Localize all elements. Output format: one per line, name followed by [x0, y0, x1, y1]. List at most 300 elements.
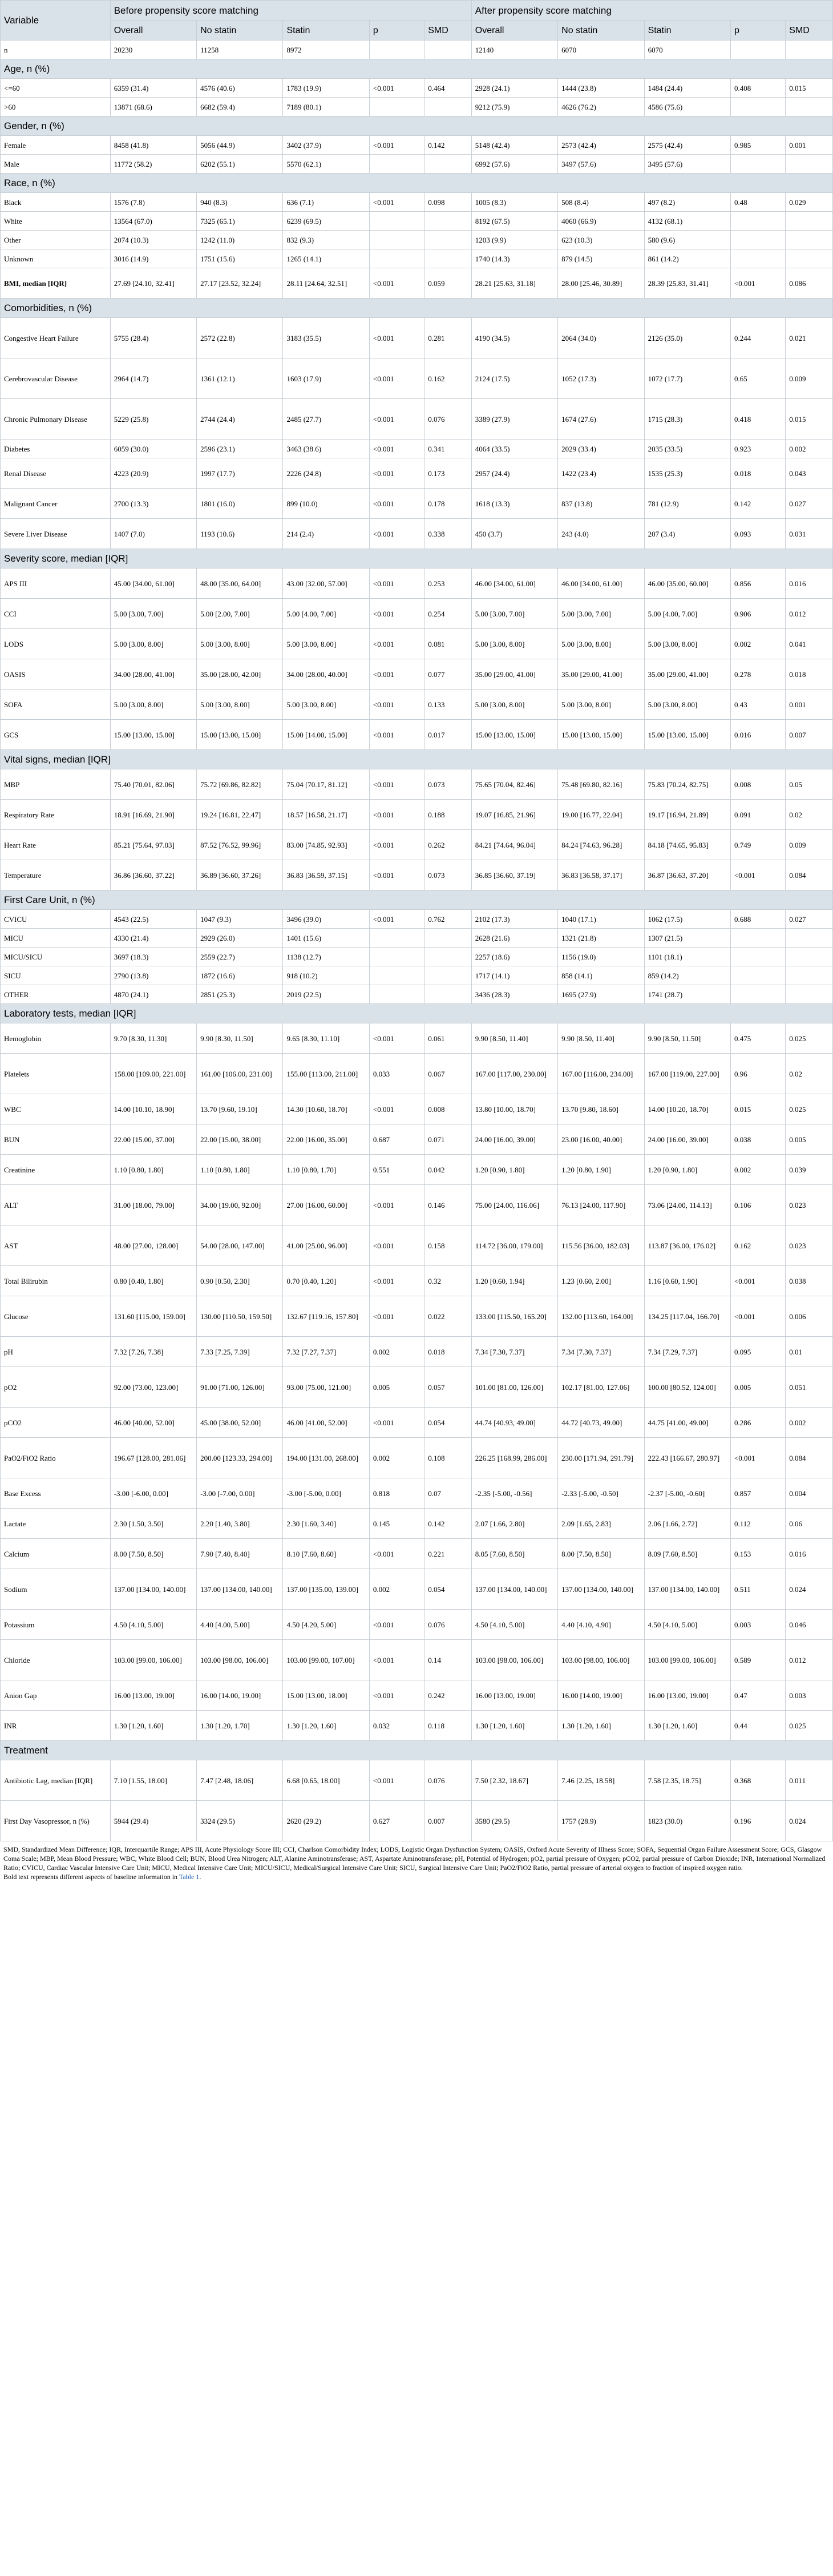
table-cell: 0.464 — [424, 79, 472, 98]
table-cell: <0.001 — [369, 720, 424, 750]
table-cell: 0.021 — [786, 318, 833, 358]
table-cell: 5570 (62.1) — [283, 155, 369, 174]
table-row — [1, 1711, 833, 1741]
table-cell: 5.00 [3.00, 8.00] — [283, 690, 369, 720]
table-cell: 1757 (28.9) — [558, 1801, 644, 1841]
table-cell — [730, 212, 785, 231]
table-cell: 1603 (17.9) — [283, 358, 369, 399]
section-title: Age, n (%) — [1, 59, 833, 79]
table-cell: 0.024 — [786, 1801, 833, 1841]
table-cell: 103.00 [98.00, 106.00] — [558, 1640, 644, 1680]
table-cell: 781 (12.9) — [644, 489, 730, 519]
table-cell — [424, 948, 472, 966]
table-cell: 0.039 — [786, 1155, 833, 1185]
table-cell: 6992 (57.6) — [471, 155, 557, 174]
table-cell: 0.061 — [424, 1023, 472, 1054]
table-cell — [424, 98, 472, 116]
table-cell: 75.48 [69.80, 82.16] — [558, 769, 644, 800]
table-cell: 11772 (58.2) — [110, 155, 196, 174]
table-cell: 84.24 [74.63, 96.28] — [558, 830, 644, 860]
table-row — [1, 1760, 833, 1801]
table-cell: 3495 (57.6) — [644, 155, 730, 174]
table-cell: 0.006 — [786, 1296, 833, 1337]
table-cell: 5.00 [3.00, 8.00] — [197, 690, 283, 720]
table-cell: 19.00 [16.77, 22.04] — [558, 800, 644, 830]
header-col-after-p: p — [730, 21, 785, 41]
table-cell: <0.001 — [369, 136, 424, 155]
table-cell: 861 (14.2) — [644, 249, 730, 268]
table-cell: 9.70 [8.30, 11.30] — [110, 1023, 196, 1054]
table-cell — [730, 155, 785, 174]
table-cell: 28.11 [24.64, 32.51] — [283, 268, 369, 299]
table-row — [1, 569, 833, 599]
table-cell: 0.022 — [424, 1296, 472, 1337]
table-cell: <0.001 — [369, 268, 424, 299]
table-cell: 2.09 [1.65, 2.83] — [558, 1509, 644, 1539]
table-cell: 36.89 [36.60, 37.26] — [197, 860, 283, 890]
section-title: First Care Unit, n (%) — [1, 890, 833, 910]
table-row — [1, 1023, 833, 1054]
table-cell: 0.001 — [786, 690, 833, 720]
table-cell — [424, 155, 472, 174]
table-cell — [369, 212, 424, 231]
table-cell: 22.00 [15.00, 37.00] — [110, 1124, 196, 1155]
row-label: Severe Liver Disease — [1, 519, 111, 549]
table-cell: 0.108 — [424, 1438, 472, 1478]
table-cell: 3580 (29.5) — [471, 1801, 557, 1841]
table-cell: 0.017 — [424, 720, 472, 750]
header-col-before-overall: Overall — [110, 21, 196, 41]
table-cell: 13871 (68.6) — [110, 98, 196, 116]
table-cell: 0.041 — [786, 629, 833, 659]
row-label: >60 — [1, 98, 111, 116]
table-cell: 0.025 — [786, 1094, 833, 1124]
table-cell: 2029 (33.4) — [558, 440, 644, 458]
table-cell: 1156 (19.0) — [558, 948, 644, 966]
table-cell: 879 (14.5) — [558, 249, 644, 268]
table-row — [1, 358, 833, 399]
table-cell: 0.818 — [369, 1478, 424, 1509]
table-cell: 1.16 [0.60, 1.90] — [644, 1266, 730, 1296]
table-row — [1, 193, 833, 212]
table-cell: 6070 — [644, 41, 730, 59]
table-cell: 0.054 — [424, 1569, 472, 1610]
table-cell — [730, 948, 785, 966]
table-row — [1, 231, 833, 249]
row-label: LODS — [1, 629, 111, 659]
table-row — [1, 249, 833, 268]
table-cell: 132.00 [113.60, 164.00] — [558, 1296, 644, 1337]
row-label: MBP — [1, 769, 111, 800]
table-cell: 0.511 — [730, 1569, 785, 1610]
table-cell: 158.00 [109.00, 221.00] — [110, 1054, 196, 1094]
section-title: Treatment — [1, 1741, 833, 1760]
table-cell: 44.74 [40.93, 49.00] — [471, 1408, 557, 1438]
table-cell: 0.906 — [730, 599, 785, 629]
table-cell: 130.00 [110.50, 159.50] — [197, 1296, 283, 1337]
table-cell — [786, 231, 833, 249]
table-cell: 2559 (22.7) — [197, 948, 283, 966]
table-cell: 0.095 — [730, 1337, 785, 1367]
table-cell: 1.30 [1.20, 1.60] — [558, 1711, 644, 1741]
table-cell: <0.001 — [369, 79, 424, 98]
table-cell: 4060 (66.9) — [558, 212, 644, 231]
table-cell: -3.00 [-6.00, 0.00] — [110, 1478, 196, 1509]
table-cell: 16.00 [14.00, 19.00] — [558, 1680, 644, 1711]
table-cell: 113.87 [36.00, 176.02] — [644, 1225, 730, 1266]
table-cell: 0.338 — [424, 519, 472, 549]
table-cell: <0.001 — [369, 1539, 424, 1569]
table-cell: 2019 (22.5) — [283, 985, 369, 1004]
table-cell: 0.254 — [424, 599, 472, 629]
table-cell: 1407 (7.0) — [110, 519, 196, 549]
table-cell: 1005 (8.3) — [471, 193, 557, 212]
table-row — [1, 1680, 833, 1711]
table-cell: 28.21 [25.63, 31.18] — [471, 268, 557, 299]
table-cell: 155.00 [113.00, 211.00] — [283, 1054, 369, 1094]
table-cell: 6239 (69.5) — [283, 212, 369, 231]
table-cell: 114.72 [36.00, 179.00] — [471, 1225, 557, 1266]
table-cell — [369, 966, 424, 985]
table-cell: 13.70 [9.80, 18.60] — [558, 1094, 644, 1124]
table-cell — [369, 985, 424, 1004]
table-row — [1, 98, 833, 116]
table-cell: <0.001 — [369, 1296, 424, 1337]
table-cell: 0.027 — [786, 910, 833, 929]
table-cell: 91.00 [71.00, 126.00] — [197, 1367, 283, 1408]
row-label: Black — [1, 193, 111, 212]
table-cell: 4586 (75.6) — [644, 98, 730, 116]
table-cell: 35.00 [29.00, 41.00] — [471, 659, 557, 690]
table-cell: 2.20 [1.40, 3.80] — [197, 1509, 283, 1539]
row-label: Total Bilirubin — [1, 1266, 111, 1296]
row-label: Lactate — [1, 1509, 111, 1539]
table-cell: <0.001 — [730, 268, 785, 299]
table-cell: 0.278 — [730, 659, 785, 690]
table-cell: 75.83 [70.24, 82.75] — [644, 769, 730, 800]
table-cell: 0.286 — [730, 1408, 785, 1438]
table-cell: 0.44 — [730, 1711, 785, 1741]
table-cell: 6.68 [0.65, 18.00] — [283, 1760, 369, 1801]
table-cell: 35.00 [29.00, 41.00] — [644, 659, 730, 690]
table-cell: 0.002 — [369, 1337, 424, 1367]
table-row — [1, 1478, 833, 1509]
table-cell: 2126 (35.0) — [644, 318, 730, 358]
table-cell: 0.031 — [786, 519, 833, 549]
table-row — [1, 79, 833, 98]
header-after-matching: After propensity score matching — [471, 1, 832, 21]
table-cell: 46.00 [41.00, 52.00] — [283, 1408, 369, 1438]
table-cell: 102.17 [81.00, 127.06] — [558, 1367, 644, 1408]
table-cell: 9.90 [8.50, 11.40] — [471, 1023, 557, 1054]
table-cell: 0.142 — [730, 489, 785, 519]
section-title: Gender, n (%) — [1, 116, 833, 136]
section-header-row — [1, 750, 833, 769]
table-row — [1, 929, 833, 948]
table-cell: 0.015 — [730, 1094, 785, 1124]
table-cell: 36.85 [36.60, 37.19] — [471, 860, 557, 890]
table-row — [1, 155, 833, 174]
row-label: <=60 — [1, 79, 111, 98]
table-cell: 858 (14.1) — [558, 966, 644, 985]
table-cell: 0.96 — [730, 1054, 785, 1094]
section-title: Vital signs, median [IQR] — [1, 750, 833, 769]
table-cell: -2.33 [-5.00, -0.50] — [558, 1478, 644, 1509]
table-cell: 0.923 — [730, 440, 785, 458]
table-cell: 46.00 [34.00, 61.00] — [471, 569, 557, 599]
table-cell: 7.32 [7.26, 7.38] — [110, 1337, 196, 1367]
table-cell: 2572 (22.8) — [197, 318, 283, 358]
table-cell: 161.00 [106.00, 231.00] — [197, 1054, 283, 1094]
table-cell: 131.60 [115.00, 159.00] — [110, 1296, 196, 1337]
table-cell: 0.009 — [786, 358, 833, 399]
table-cell: 1072 (17.7) — [644, 358, 730, 399]
table-cell: 2064 (34.0) — [558, 318, 644, 358]
table-cell: <0.001 — [369, 458, 424, 489]
table-row — [1, 1296, 833, 1337]
table-cell: 8.00 [7.50, 8.50] — [110, 1539, 196, 1569]
table-cell: 226.25 [168.99, 286.00] — [471, 1438, 557, 1478]
table-cell: 859 (14.2) — [644, 966, 730, 985]
table-cell: 0.475 — [730, 1023, 785, 1054]
table-cell: 0.687 — [369, 1124, 424, 1155]
table-cell — [730, 929, 785, 948]
table-cell: 0.027 — [786, 489, 833, 519]
row-label: BMI, median [IQR] — [1, 268, 111, 299]
row-label: INR — [1, 1711, 111, 1741]
table-cell: 8.00 [7.50, 8.50] — [558, 1539, 644, 1569]
row-label: BUN — [1, 1124, 111, 1155]
table-cell: 0.024 — [786, 1569, 833, 1610]
table-cell: 7.46 [2.25, 18.58] — [558, 1760, 644, 1801]
section-header-row — [1, 890, 833, 910]
table-cell: 45.00 [38.00, 52.00] — [197, 1408, 283, 1438]
table-cell: 0.084 — [786, 1438, 833, 1478]
table-cell: <0.001 — [369, 1408, 424, 1438]
table-cell: 137.00 [134.00, 140.00] — [644, 1569, 730, 1610]
table-cell: 16.00 [14.00, 19.00] — [197, 1680, 283, 1711]
row-label: Chloride — [1, 1640, 111, 1680]
row-label: White — [1, 212, 111, 231]
table-row — [1, 1509, 833, 1539]
table-cell: 75.65 [70.04, 82.46] — [471, 769, 557, 800]
table-cell: 0.029 — [786, 193, 833, 212]
table-cell: 1801 (16.0) — [197, 489, 283, 519]
header-col-before-no-statin: No statin — [197, 21, 283, 41]
table-cell: 2620 (29.2) — [283, 1801, 369, 1841]
table-cell: 0.242 — [424, 1680, 472, 1711]
table-1-link[interactable]: Table 1 — [179, 1873, 200, 1881]
table-cell — [369, 948, 424, 966]
table-row — [1, 800, 833, 830]
table-cell: 3496 (39.0) — [283, 910, 369, 929]
table-cell: 2.07 [1.66, 2.80] — [471, 1509, 557, 1539]
table-cell: <0.001 — [369, 1094, 424, 1124]
table-cell — [369, 41, 424, 59]
table-cell: 0.02 — [786, 1054, 833, 1094]
table-cell: <0.001 — [369, 489, 424, 519]
table-cell: 1741 (28.7) — [644, 985, 730, 1004]
table-cell — [786, 929, 833, 948]
table-cell: 0.145 — [369, 1509, 424, 1539]
table-cell — [369, 98, 424, 116]
table-cell: 0.076 — [424, 1610, 472, 1640]
table-cell: 3183 (35.5) — [283, 318, 369, 358]
table-cell — [730, 249, 785, 268]
table-cell: 1740 (14.3) — [471, 249, 557, 268]
table-cell: 1618 (13.3) — [471, 489, 557, 519]
row-label: ALT — [1, 1185, 111, 1225]
table-cell: 46.00 [40.00, 52.00] — [110, 1408, 196, 1438]
table-cell: 137.00 [134.00, 140.00] — [471, 1569, 557, 1610]
table-cell: 4132 (68.1) — [644, 212, 730, 231]
table-cell: 0.196 — [730, 1801, 785, 1841]
table-cell: 0.65 — [730, 358, 785, 399]
table-cell: 2035 (33.5) — [644, 440, 730, 458]
table-footnote — [0, 1841, 833, 1885]
row-label: Renal Disease — [1, 458, 111, 489]
table-cell: 3463 (38.6) — [283, 440, 369, 458]
section-header-row — [1, 59, 833, 79]
table-cell: 15.00 [14.00, 15.00] — [283, 720, 369, 750]
table-cell: 93.00 [75.00, 121.00] — [283, 1367, 369, 1408]
table-cell: 35.00 [29.00, 41.00] — [558, 659, 644, 690]
table-cell: 137.00 [134.00, 140.00] — [197, 1569, 283, 1610]
table-cell: <0.001 — [369, 1266, 424, 1296]
table-cell — [730, 966, 785, 985]
table-cell: 12140 — [471, 41, 557, 59]
table-cell: 3697 (18.3) — [110, 948, 196, 966]
table-cell: 0.076 — [424, 1760, 472, 1801]
table-cell: 508 (8.4) — [558, 193, 644, 212]
table-cell: <0.001 — [730, 1438, 785, 1478]
table-cell: <0.001 — [369, 830, 424, 860]
table-cell: 23.00 [16.00, 40.00] — [558, 1124, 644, 1155]
row-label: Base Excess — [1, 1478, 111, 1509]
table-cell: <0.001 — [369, 860, 424, 890]
table-cell: 4.40 [4.10, 4.90] — [558, 1610, 644, 1640]
header-col-after-overall: Overall — [471, 21, 557, 41]
table-cell: 4.50 [4.10, 5.00] — [110, 1610, 196, 1640]
table-cell: <0.001 — [369, 1023, 424, 1054]
table-cell: <0.001 — [369, 1185, 424, 1225]
table-cell: 0.016 — [786, 1539, 833, 1569]
table-cell: <0.001 — [369, 1610, 424, 1640]
table-cell: 1823 (30.0) — [644, 1801, 730, 1841]
table-cell — [424, 249, 472, 268]
table-cell: <0.001 — [369, 440, 424, 458]
table-row — [1, 966, 833, 985]
table-cell: 18.91 [16.69, 21.90] — [110, 800, 196, 830]
table-cell: 0.011 — [786, 1760, 833, 1801]
table-cell: <0.001 — [369, 1640, 424, 1680]
table-cell: 0.002 — [730, 629, 785, 659]
table-cell: 6059 (30.0) — [110, 440, 196, 458]
table-cell: 1047 (9.3) — [197, 910, 283, 929]
table-cell: 0.073 — [424, 860, 472, 890]
table-cell: 0.589 — [730, 1640, 785, 1680]
table-cell: 243 (4.0) — [558, 519, 644, 549]
table-cell: 84.18 [74.65, 95.83] — [644, 830, 730, 860]
row-label: Creatinine — [1, 1155, 111, 1185]
table-cell: 580 (9.6) — [644, 231, 730, 249]
row-label: AST — [1, 1225, 111, 1266]
table-cell: 7.47 [2.48, 18.06] — [197, 1760, 283, 1801]
table-cell: -2.35 [-5.00, -0.56] — [471, 1478, 557, 1509]
table-cell: 20230 — [110, 41, 196, 59]
table-cell: 0.173 — [424, 458, 472, 489]
table-cell: 2485 (27.7) — [283, 399, 369, 440]
table-cell: 2226 (24.8) — [283, 458, 369, 489]
table-cell: 0.009 — [786, 830, 833, 860]
table-cell: 0.008 — [424, 1094, 472, 1124]
table-cell: 19.07 [16.85, 21.96] — [471, 800, 557, 830]
row-label: pO2 — [1, 1367, 111, 1408]
table-cell: 2102 (17.3) — [471, 910, 557, 929]
table-cell: 0.05 — [786, 769, 833, 800]
table-cell: 3016 (14.9) — [110, 249, 196, 268]
table-cell: 9.90 [8.30, 11.50] — [197, 1023, 283, 1054]
row-label: Calcium — [1, 1539, 111, 1569]
table-cell: 0.133 — [424, 690, 472, 720]
table-cell: 1.30 [1.20, 1.60] — [110, 1711, 196, 1741]
table-row — [1, 1054, 833, 1094]
table-cell: 34.00 [28.00, 40.00] — [283, 659, 369, 690]
table-cell: 0.70 [0.40, 1.20] — [283, 1266, 369, 1296]
header-row-groups — [1, 1, 833, 21]
table-cell: 0.341 — [424, 440, 472, 458]
row-label: Male — [1, 155, 111, 174]
table-cell: 5.00 [3.00, 8.00] — [471, 629, 557, 659]
table-cell: <0.001 — [369, 800, 424, 830]
section-header-row — [1, 174, 833, 193]
table-cell: 4543 (22.5) — [110, 910, 196, 929]
table-cell: 167.00 [116.00, 234.00] — [558, 1054, 644, 1094]
table-cell: 0.005 — [369, 1367, 424, 1408]
table-cell: 0.002 — [786, 1408, 833, 1438]
table-cell: 27.17 [23.52, 32.24] — [197, 268, 283, 299]
table-cell: 918 (10.2) — [283, 966, 369, 985]
table-cell — [786, 41, 833, 59]
table-cell: 5229 (25.8) — [110, 399, 196, 440]
table-cell: 0.008 — [730, 769, 785, 800]
table-cell — [369, 231, 424, 249]
table-cell — [786, 98, 833, 116]
table-cell: <0.001 — [369, 690, 424, 720]
row-label: Respiratory Rate — [1, 800, 111, 830]
table-cell: 7.34 [7.30, 7.37] — [558, 1337, 644, 1367]
table-cell: 5.00 [4.00, 7.00] — [283, 599, 369, 629]
table-row — [1, 948, 833, 966]
row-label: Female — [1, 136, 111, 155]
table-cell: 9.65 [8.30, 11.10] — [283, 1023, 369, 1054]
table-cell: 0.059 — [424, 268, 472, 299]
table-cell: 0.188 — [424, 800, 472, 830]
table-cell — [786, 249, 833, 268]
table-cell: 0.32 — [424, 1266, 472, 1296]
table-cell: 1040 (17.1) — [558, 910, 644, 929]
table-cell: <0.001 — [369, 1680, 424, 1711]
table-cell: 8.09 [7.60, 8.50] — [644, 1539, 730, 1569]
table-cell: 24.00 [16.00, 39.00] — [471, 1124, 557, 1155]
table-cell: 133.00 [115.50, 165.20] — [471, 1296, 557, 1337]
table-cell: 1.30 [1.20, 1.60] — [644, 1711, 730, 1741]
table-cell: 7.90 [7.40, 8.40] — [197, 1539, 283, 1569]
table-cell: 0.002 — [786, 440, 833, 458]
table-cell: 0.985 — [730, 136, 785, 155]
table-cell: 1401 (15.6) — [283, 929, 369, 948]
table-cell: 103.00 [98.00, 106.00] — [197, 1640, 283, 1680]
